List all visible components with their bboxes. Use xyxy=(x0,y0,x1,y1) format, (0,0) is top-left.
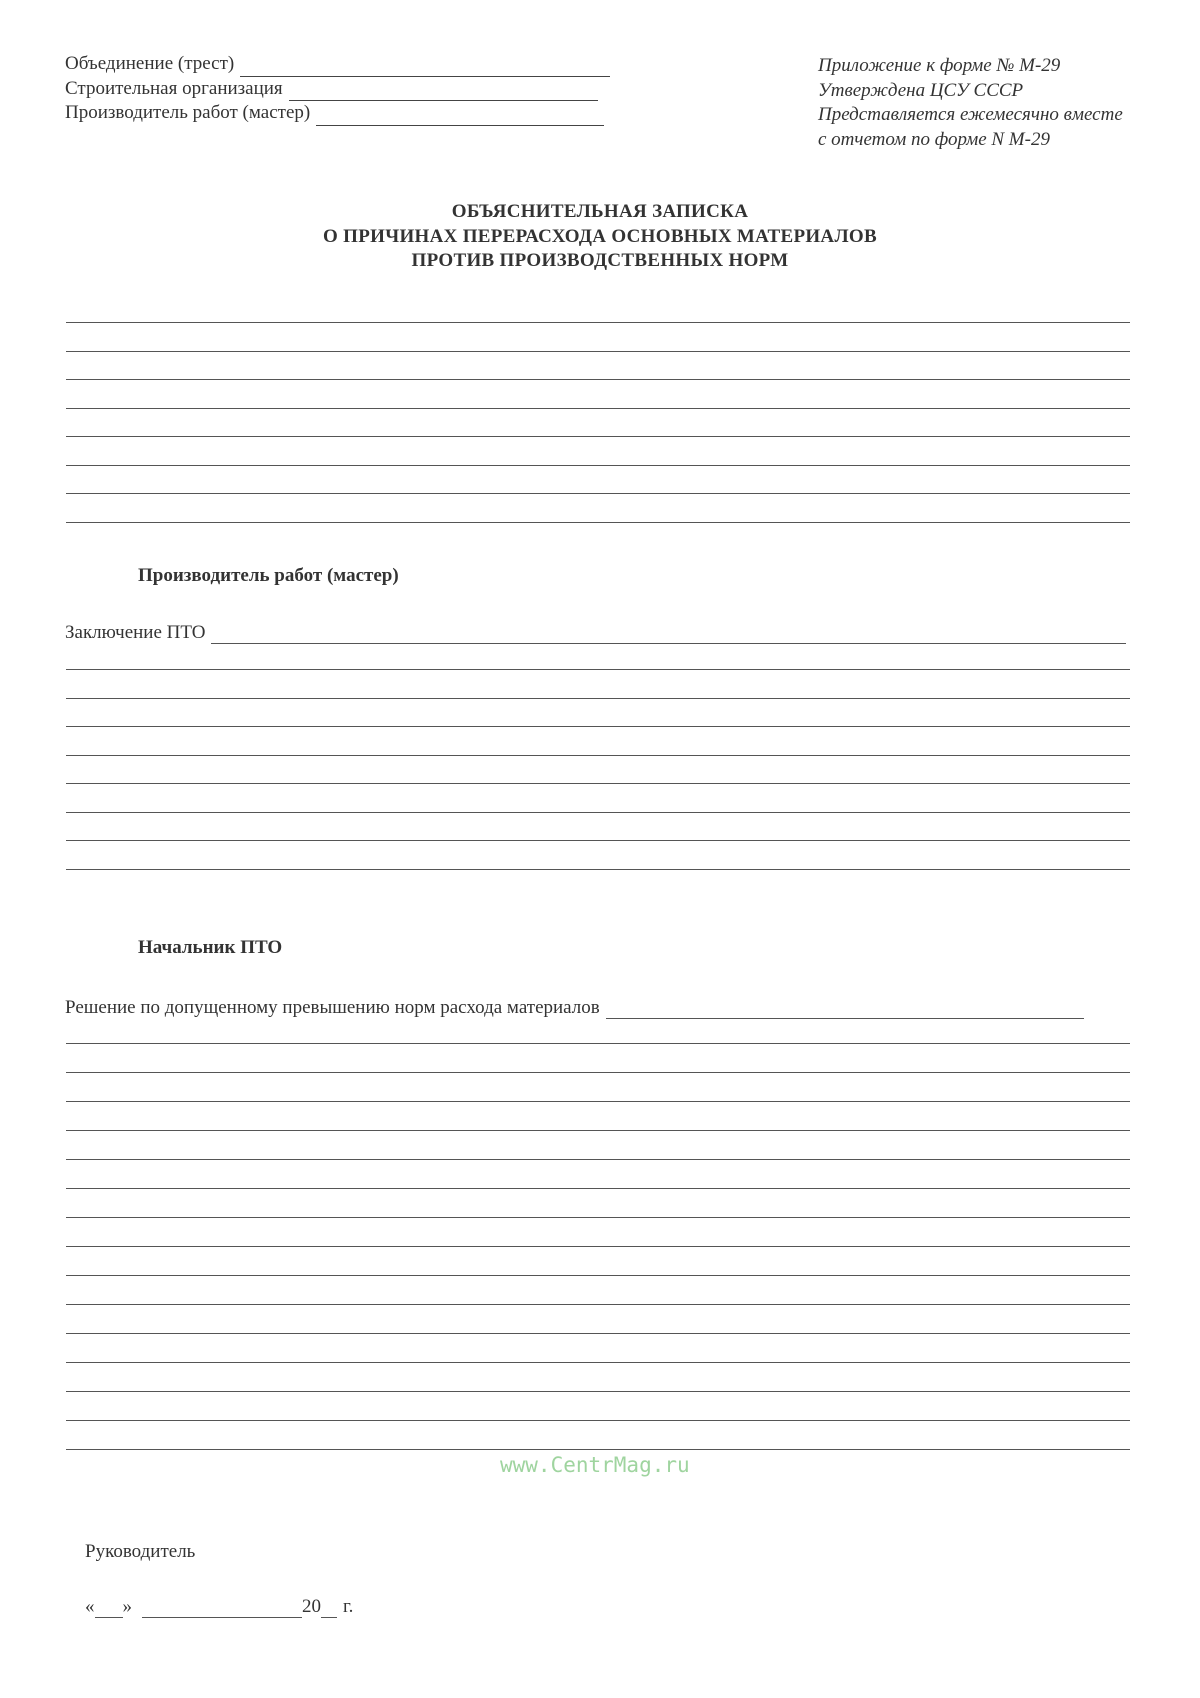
trust-input-line[interactable] xyxy=(240,59,610,77)
blank-line[interactable] xyxy=(66,1420,1130,1421)
trust-field xyxy=(65,52,610,77)
decision-label: Решение по допущенному превышению норм расхода материалов xyxy=(65,997,600,1018)
blank-line[interactable] xyxy=(66,465,1130,466)
date-day-blank[interactable] xyxy=(95,1602,123,1618)
blank-line[interactable] xyxy=(66,1246,1130,1247)
blank-line[interactable] xyxy=(66,522,1130,523)
foreman-field xyxy=(65,101,610,126)
blank-line[interactable] xyxy=(66,1391,1130,1392)
title-line-2: О ПРИЧИНАХ ПЕРЕРАСХОДА ОСНОВНЫХ МАТЕРИАЛОВ xyxy=(323,225,877,247)
date-line xyxy=(85,1596,353,1618)
title-line-1: ОБЪЯСНИТЕЛЬНАЯ ЗАПИСКА xyxy=(451,201,749,222)
blank-line[interactable] xyxy=(66,322,1130,323)
construction-org-input-line[interactable] xyxy=(289,83,598,101)
trust-label: Объединение (трест) xyxy=(65,53,235,74)
blank-line[interactable] xyxy=(66,755,1130,756)
blank-line[interactable] xyxy=(66,379,1130,380)
form-appendix-note: Приложение к форме № М-29 xyxy=(818,55,1061,76)
blank-line[interactable] xyxy=(66,812,1130,813)
blank-line[interactable] xyxy=(66,1449,1130,1450)
blank-line[interactable] xyxy=(66,1159,1130,1160)
blank-line[interactable] xyxy=(66,408,1130,409)
date-year-suffix: г. xyxy=(343,1596,354,1617)
blank-line[interactable] xyxy=(66,698,1130,699)
blank-line[interactable] xyxy=(66,783,1130,784)
blank-line[interactable] xyxy=(66,726,1130,727)
blank-line[interactable] xyxy=(66,1362,1130,1363)
date-open-quote: « xyxy=(85,1596,95,1617)
watermark: www.CentrMag.ru xyxy=(500,1453,690,1477)
blank-line[interactable] xyxy=(66,1101,1130,1102)
blank-line[interactable] xyxy=(66,1304,1130,1305)
date-close-quote: » xyxy=(122,1596,132,1617)
decision-first-line[interactable] xyxy=(606,1002,1084,1019)
blank-line[interactable] xyxy=(66,1188,1130,1189)
blank-line[interactable] xyxy=(66,669,1130,670)
title-line-3: ПРОТИВ ПРОИЗВОДСТВЕННЫХ НОРМ xyxy=(411,250,789,271)
decision-field xyxy=(65,997,1084,1019)
header-left-fields xyxy=(65,52,610,126)
document-title xyxy=(0,200,1200,274)
blank-line[interactable] xyxy=(66,1275,1130,1276)
date-month-blank[interactable] xyxy=(142,1602,302,1618)
blank-line[interactable] xyxy=(66,1217,1130,1218)
pto-conclusion-field xyxy=(65,622,1126,644)
blank-line[interactable] xyxy=(66,1072,1130,1073)
blank-line[interactable] xyxy=(66,869,1130,870)
date-year-blank[interactable] xyxy=(321,1602,337,1618)
blank-line[interactable] xyxy=(66,493,1130,494)
submission-note-cont: с отчетом по форме N М-29 xyxy=(818,128,1050,150)
approval-note: Утверждена ЦСУ СССР xyxy=(818,79,1024,101)
blank-line[interactable] xyxy=(66,1333,1130,1334)
construction-org-field xyxy=(65,77,610,102)
date-year-prefix: 20 xyxy=(302,1596,321,1617)
construction-org-label: Строительная организация xyxy=(65,77,283,99)
blank-line[interactable] xyxy=(66,840,1130,841)
pto-head-signature-label: Начальник ПТО xyxy=(138,937,283,958)
manager-signature-label: Руководитель xyxy=(85,1541,196,1562)
pto-conclusion-label: Заключение ПТО xyxy=(65,622,206,643)
foreman-label: Производитель работ (мастер) xyxy=(65,102,311,123)
header-right-notes xyxy=(818,54,1123,152)
blank-line[interactable] xyxy=(66,1130,1130,1131)
pto-conclusion-first-line[interactable] xyxy=(211,627,1126,644)
blank-line[interactable] xyxy=(66,436,1130,437)
foreman-signature-label: Производитель работ (мастер) xyxy=(138,565,399,586)
submission-note: Представляется ежемесячно вместе xyxy=(818,104,1123,125)
foreman-input-line[interactable] xyxy=(316,108,604,126)
blank-line[interactable] xyxy=(66,351,1130,352)
blank-line[interactable] xyxy=(66,1043,1130,1044)
